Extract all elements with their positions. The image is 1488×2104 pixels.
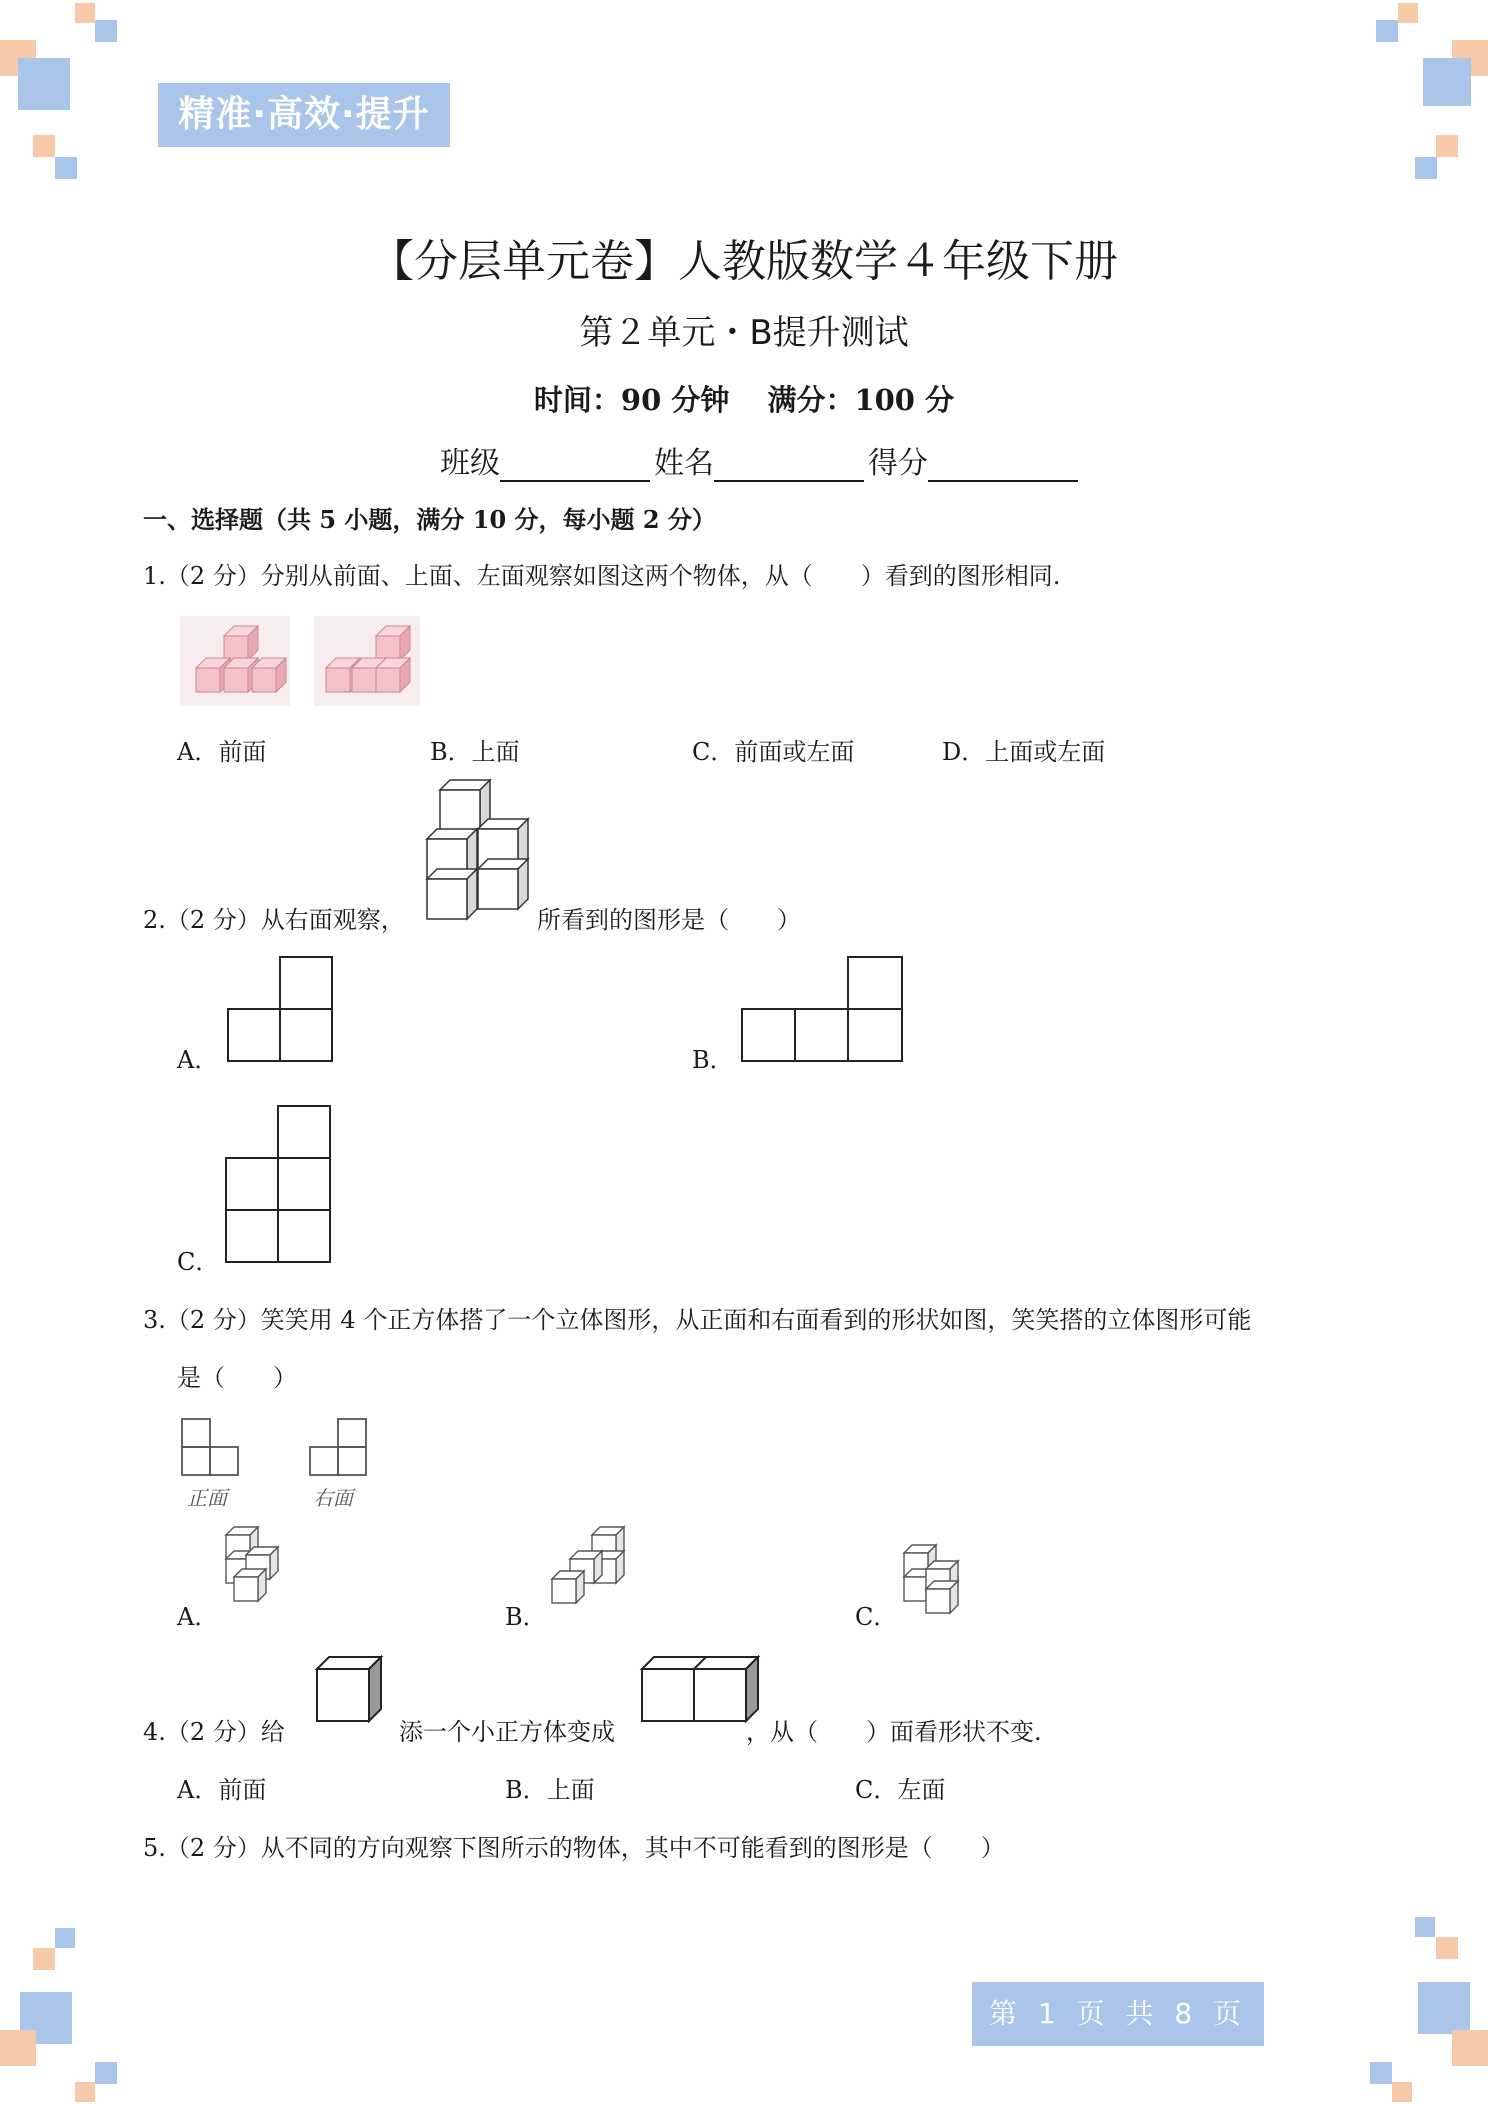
brand-badge: 精准·高效·提升 [158, 83, 450, 147]
q3-option-c-figure[interactable] [900, 1543, 980, 1623]
class-blank[interactable] [500, 448, 650, 482]
q3-option-c[interactable]: C． [855, 1603, 898, 1631]
exam-time-score [0, 378, 1488, 419]
question-4-text-part3: ，从（ ）面看形状不变. [746, 1718, 1042, 1746]
question-1-text: 1.（2 分）分别从前面、上面、左面观察如图这两个物体，从（ ）看到的图形相同. [143, 562, 1061, 590]
question-4-text-part1: 4.（2 分）给 [143, 1718, 285, 1746]
q3-front-view-label: 正面 [187, 1486, 227, 1510]
class-label: 班级 [440, 446, 500, 481]
q4-option-a[interactable]: A．前面 [177, 1776, 267, 1804]
question-2-cube-figure [425, 780, 540, 925]
q1-option-b[interactable]: B．上面 [430, 738, 520, 766]
q4-option-b[interactable]: B．上面 [505, 1776, 595, 1804]
q2-option-c-figure[interactable] [224, 1104, 336, 1268]
question-4-text-part2: 添一个小正方体变成 [399, 1718, 615, 1746]
q4-option-c[interactable]: C．左面 [855, 1776, 946, 1804]
q3-option-b-figure[interactable] [548, 1527, 638, 1612]
q1-option-c[interactable]: C．前面或左面 [692, 738, 855, 766]
name-blank[interactable] [714, 448, 864, 482]
question-3-text-line1: 3.（2 分）笑笑用 4 个正方体搭了一个立体图形，从正面和右面看到的形状如图，笑笑搭的立体图形可能 [143, 1306, 1252, 1334]
q3-right-view-label: 右面 [313, 1486, 353, 1510]
question-2-text-before: 2.（2 分）从右面观察， [143, 906, 405, 934]
question-2-text-after: 所看到的图形是（ ） [537, 906, 801, 934]
q3-option-a[interactable]: A． [177, 1603, 219, 1631]
q4-single-cube-figure [315, 1655, 387, 1727]
q2-option-a[interactable]: A． [177, 1046, 219, 1074]
q1-option-d[interactable]: D．上面或左面 [942, 738, 1106, 766]
q2-option-a-figure[interactable] [226, 955, 338, 1065]
q2-option-b[interactable]: B． [692, 1046, 734, 1074]
question-1-figure [180, 616, 420, 706]
page-number-footer: 第 1 页 共 8 页 [972, 1982, 1264, 2046]
q3-front-view-figure [180, 1417, 244, 1477]
student-info-fields [440, 438, 1082, 482]
name-label: 姓名 [654, 446, 714, 481]
time-label: 时间：90 分钟 [533, 383, 730, 417]
q1-option-a[interactable]: A．前面 [177, 738, 267, 766]
q2-option-b-figure[interactable] [740, 955, 906, 1065]
page-title: 【分层单元卷】人教版数学４年级下册 [370, 236, 1118, 287]
q2-option-c[interactable]: C． [177, 1248, 220, 1276]
q3-right-view-figure [306, 1417, 370, 1477]
page-subtitle: 第２单元・B提升测试 [579, 313, 909, 353]
score-label: 满分：100 分 [767, 383, 955, 417]
question-3-text-line2: 是（ ） [177, 1364, 297, 1392]
q3-option-b[interactable]: B． [505, 1603, 547, 1631]
question-5-text: 5.（2 分）从不同的方向观察下图所示的物体，其中不可能看到的图形是（ ） [143, 1834, 1005, 1862]
score-field-label: 得分 [868, 446, 928, 481]
score-blank[interactable] [928, 448, 1078, 482]
q3-option-a-figure[interactable] [222, 1525, 302, 1610]
section-heading: 一、选择题（共 5 小题，满分 10 分，每小题 2 分） [143, 505, 716, 534]
q4-two-cubes-figure [640, 1655, 762, 1727]
